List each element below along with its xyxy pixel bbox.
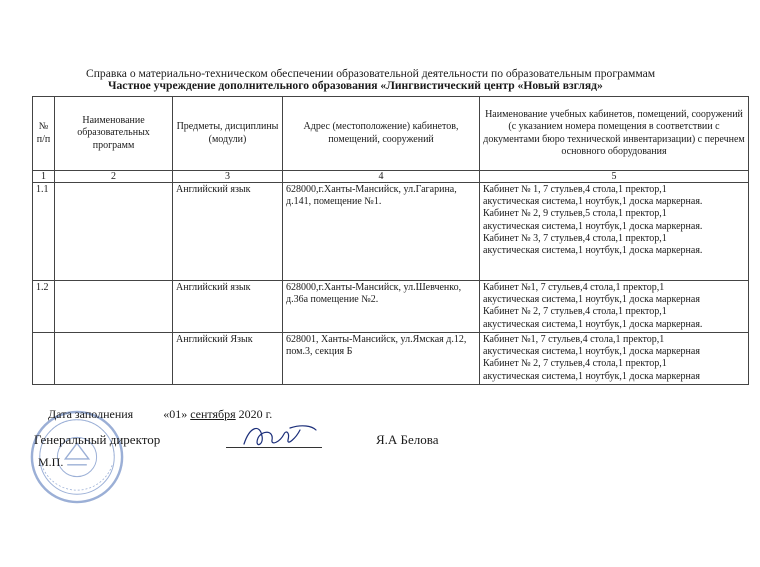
row-program xyxy=(55,183,173,281)
signature-icon xyxy=(240,420,320,452)
table-row xyxy=(33,333,749,385)
row-equipment xyxy=(480,333,749,385)
row-address: 628001, Ханты-Мансийск, ул.Ямская д.12, пом.3, секция Б xyxy=(283,333,480,385)
column-number-row xyxy=(33,171,749,183)
equipment-line: Кабинет № 2, 9 стульев,5 стола,1 пректор,1 xyxy=(483,208,667,220)
equipment-line: акустическая система,1 ноутбук,1 доска маркерная. xyxy=(483,196,703,208)
row-address: 628000,г.Ханты-Мансийск, ул.Шевченко, д.36а помещение №2. xyxy=(283,281,480,333)
equipment-table xyxy=(32,96,749,385)
director-name: Я.А Белова xyxy=(376,432,439,447)
table-row xyxy=(33,281,749,333)
column-number: 2 xyxy=(55,171,173,183)
column-number: 5 xyxy=(480,171,749,183)
table-row xyxy=(33,183,749,281)
equipment-line: Кабинет №1, 7 стульев,4 стола,1 пректор,1 xyxy=(483,334,665,345)
header-subject: Предметы, дисциплины (модули) xyxy=(173,97,283,171)
document-title: Справка о материально-техническом обеспечении образовательной деятельности по образовательным программам xyxy=(86,67,656,80)
equipment-line: акустическая система,1 ноутбук,1 доска маркерная xyxy=(483,346,700,358)
equipment-line: акустическая система,1 ноутбук,1 доска маркерная xyxy=(483,294,700,306)
row-subject: Английский язык xyxy=(173,183,283,281)
row-equipment xyxy=(480,281,749,333)
row-equipment xyxy=(480,183,749,281)
row-subject: Английский язык xyxy=(173,281,283,333)
equipment-line: акустическая система,1 ноутбук,1 доска маркерная. xyxy=(483,244,703,256)
equipment-line: акустическая система,1 ноутбук,1 доска маркерная. xyxy=(483,220,703,232)
column-number: 1 xyxy=(33,171,55,183)
equipment-line: Кабинет № 3, 7 стульев,4 стола,1 пректор,1 xyxy=(483,232,667,244)
director-label: Генеральный директор xyxy=(34,432,161,447)
fill-date-year: 2020 г. xyxy=(238,407,273,421)
fill-date xyxy=(48,407,272,422)
table-header-row xyxy=(33,97,749,171)
row-program xyxy=(55,333,173,385)
fill-date-day: «01» xyxy=(163,407,188,421)
equipment-line: Кабинет № 2, 7 стульев,4 стола,1 пректор,1 xyxy=(483,306,667,318)
equipment-line: Кабинет № 1, 7 стульев,4 стола,1 пректор,1 xyxy=(483,184,667,195)
row-number: 1.1 xyxy=(33,183,55,281)
row-subject: Английский Язык xyxy=(173,333,283,385)
header-rooms: Наименование учебных кабинетов, помещений, сооружений (с указанием номера помещения в соответствии с документами бюро технической инвентаризации) с перечнем основного оборудования xyxy=(480,97,749,171)
seal-label: М.П. xyxy=(38,455,64,469)
column-number: 4 xyxy=(283,171,480,183)
header-address: Адрес (местоположение) кабинетов, помещений, сооружений xyxy=(283,97,480,171)
equipment-line: Кабинет № 2, 7 стульев,4 стола,1 пректор,1 xyxy=(483,358,667,370)
fill-date-month: сентября xyxy=(190,407,236,421)
equipment-line: акустическая система,1 ноутбук,1 доска маркерная xyxy=(483,370,700,382)
header-number: № п/п xyxy=(33,97,55,171)
header-program: Наименование образовательных программ xyxy=(55,97,173,171)
equipment-line: акустическая система,1 ноутбук,1 доска маркерная. xyxy=(483,318,703,330)
fill-date-label: Дата заполнения xyxy=(48,407,134,421)
row-program xyxy=(55,281,173,333)
row-number: 1.2 xyxy=(33,281,55,333)
equipment-line: Кабинет №1, 7 стульев,4 стола,1 пректор,1 xyxy=(483,282,665,293)
row-address: 628000,г.Ханты-Мансийск, ул.Гагарина, д.141, помещение №1. xyxy=(283,183,480,281)
column-number: 3 xyxy=(173,171,283,183)
organization-name: Частное учреждение дополнительного образования «Лингвистический центр «Новый взгляд» xyxy=(108,79,603,92)
row-number xyxy=(33,333,55,385)
